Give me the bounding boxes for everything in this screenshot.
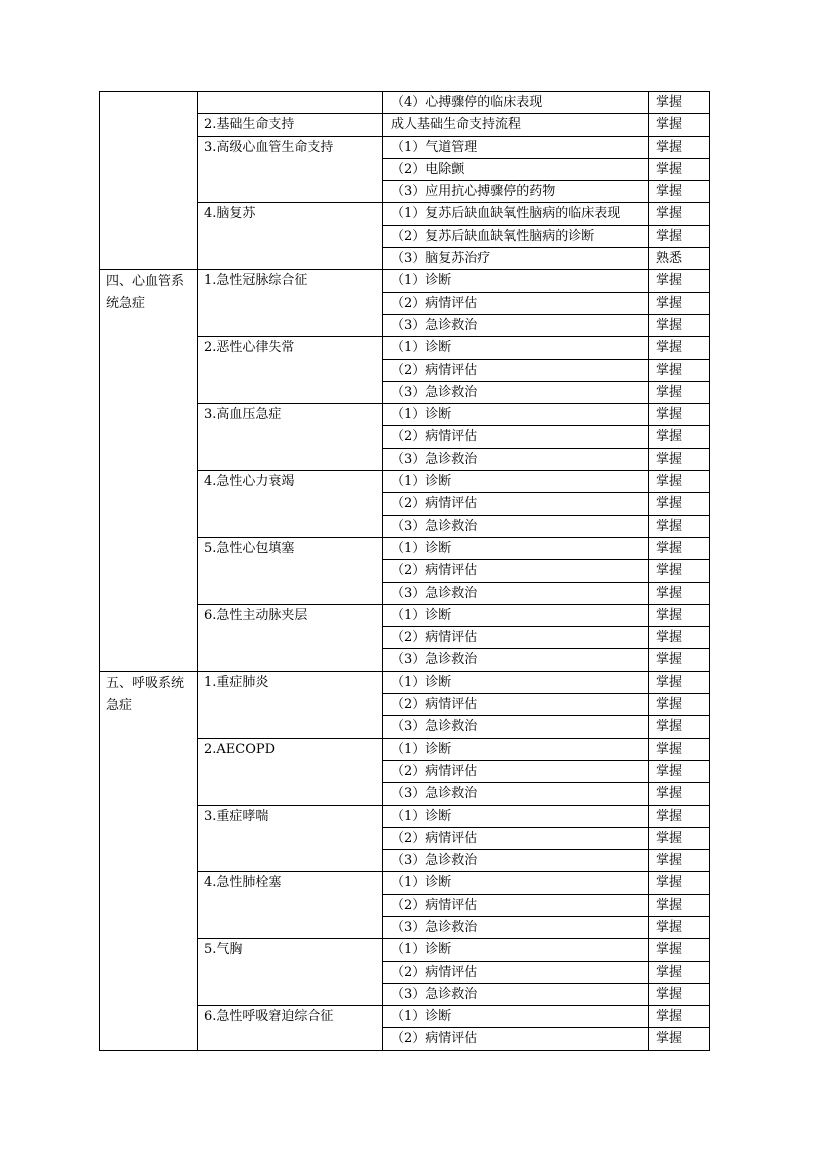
content-cell: （1）诊断 bbox=[383, 270, 649, 292]
level-cell: 掌握 bbox=[649, 181, 710, 203]
level-cell: 掌握 bbox=[649, 471, 710, 493]
level-cell: 掌握 bbox=[649, 604, 710, 626]
content-cell: （1）诊断 bbox=[383, 471, 649, 493]
section-cell bbox=[100, 92, 198, 270]
topic-cell: 1.重症肺炎 bbox=[198, 671, 383, 738]
content-cell: （3）急诊救治 bbox=[383, 716, 649, 738]
level-cell: 掌握 bbox=[649, 961, 710, 983]
content-cell: （1）诊断 bbox=[383, 671, 649, 693]
level-cell: 熟悉 bbox=[649, 248, 710, 270]
topic-cell: 6.急性主动脉夹层 bbox=[198, 604, 383, 671]
topic-cell: 2.AECOPD bbox=[198, 738, 383, 805]
content-cell: （2）病情评估 bbox=[383, 426, 649, 448]
content-cell: （2）病情评估 bbox=[383, 493, 649, 515]
level-cell: 掌握 bbox=[649, 894, 710, 916]
syllabus-table bbox=[99, 91, 710, 1051]
content-cell: （2）病情评估 bbox=[383, 827, 649, 849]
content-cell: （1）诊断 bbox=[383, 738, 649, 760]
level-cell: 掌握 bbox=[649, 515, 710, 537]
level-cell: 掌握 bbox=[649, 627, 710, 649]
level-cell: 掌握 bbox=[649, 158, 710, 180]
level-cell: 掌握 bbox=[649, 404, 710, 426]
level-cell: 掌握 bbox=[649, 1006, 710, 1028]
content-cell: （2）病情评估 bbox=[383, 359, 649, 381]
level-cell: 掌握 bbox=[649, 381, 710, 403]
content-cell: （3）急诊救治 bbox=[383, 448, 649, 470]
content-cell: （2）电除颤 bbox=[383, 158, 649, 180]
level-cell: 掌握 bbox=[649, 671, 710, 693]
level-cell: 掌握 bbox=[649, 225, 710, 247]
level-cell: 掌握 bbox=[649, 92, 710, 114]
level-cell: 掌握 bbox=[649, 448, 710, 470]
level-cell: 掌握 bbox=[649, 827, 710, 849]
level-cell: 掌握 bbox=[649, 270, 710, 292]
topic-cell: 2.恶性心律失常 bbox=[198, 337, 383, 404]
table-row bbox=[100, 671, 710, 693]
content-cell: （3）急诊救治 bbox=[383, 314, 649, 336]
content-cell: （3）急诊救治 bbox=[383, 783, 649, 805]
table-row bbox=[100, 270, 710, 292]
content-cell: （2）病情评估 bbox=[383, 760, 649, 782]
level-cell: 掌握 bbox=[649, 783, 710, 805]
content-cell: （1）诊断 bbox=[383, 604, 649, 626]
topic-cell: 5.急性心包填塞 bbox=[198, 537, 383, 604]
content-cell: （3）急诊救治 bbox=[383, 850, 649, 872]
topic-cell: 1.急性冠脉综合征 bbox=[198, 270, 383, 337]
content-cell: （1）诊断 bbox=[383, 404, 649, 426]
content-cell: （2）复苏后缺血缺氧性脑病的诊断 bbox=[383, 225, 649, 247]
content-cell: （2）病情评估 bbox=[383, 894, 649, 916]
content-cell: （2）病情评估 bbox=[383, 627, 649, 649]
level-cell: 掌握 bbox=[649, 716, 710, 738]
content-cell: （1）气道管理 bbox=[383, 136, 649, 158]
section-cell: 五、呼吸系统急症 bbox=[100, 671, 198, 1050]
level-cell: 掌握 bbox=[649, 916, 710, 938]
content-cell: （1）诊断 bbox=[383, 537, 649, 559]
content-cell: （3）急诊救治 bbox=[383, 515, 649, 537]
topic-cell: 5.气胸 bbox=[198, 939, 383, 1006]
content-cell: （1）诊断 bbox=[383, 1006, 649, 1028]
level-cell: 掌握 bbox=[649, 114, 710, 136]
content-cell: （1）诊断 bbox=[383, 337, 649, 359]
content-cell: （3）脑复苏治疗 bbox=[383, 248, 649, 270]
level-cell: 掌握 bbox=[649, 292, 710, 314]
level-cell: 掌握 bbox=[649, 314, 710, 336]
level-cell: 掌握 bbox=[649, 1028, 710, 1050]
level-cell: 掌握 bbox=[649, 649, 710, 671]
content-cell: 成人基础生命支持流程 bbox=[383, 114, 649, 136]
level-cell: 掌握 bbox=[649, 426, 710, 448]
topic-cell: 2.基础生命支持 bbox=[198, 114, 383, 136]
content-cell: （2）病情评估 bbox=[383, 292, 649, 314]
section-cell: 四、心血管系统急症 bbox=[100, 270, 198, 671]
content-cell: （3）急诊救治 bbox=[383, 649, 649, 671]
level-cell: 掌握 bbox=[649, 805, 710, 827]
level-cell: 掌握 bbox=[649, 337, 710, 359]
content-cell: （1）复苏后缺血缺氧性脑病的临床表现 bbox=[383, 203, 649, 225]
level-cell: 掌握 bbox=[649, 560, 710, 582]
level-cell: 掌握 bbox=[649, 359, 710, 381]
content-cell: （2）病情评估 bbox=[383, 694, 649, 716]
content-cell: （3）急诊救治 bbox=[383, 983, 649, 1005]
content-cell: （1）诊断 bbox=[383, 939, 649, 961]
content-cell: （2）病情评估 bbox=[383, 1028, 649, 1050]
level-cell: 掌握 bbox=[649, 537, 710, 559]
level-cell: 掌握 bbox=[649, 850, 710, 872]
level-cell: 掌握 bbox=[649, 738, 710, 760]
level-cell: 掌握 bbox=[649, 760, 710, 782]
syllabus-table-body bbox=[100, 92, 710, 1051]
level-cell: 掌握 bbox=[649, 694, 710, 716]
level-cell: 掌握 bbox=[649, 582, 710, 604]
content-cell: （3）急诊救治 bbox=[383, 582, 649, 604]
topic-cell bbox=[198, 92, 383, 114]
content-cell: （3）急诊救治 bbox=[383, 381, 649, 403]
topic-cell: 6.急性呼吸窘迫综合征 bbox=[198, 1006, 383, 1051]
level-cell: 掌握 bbox=[649, 493, 710, 515]
topic-cell: 3.高血压急症 bbox=[198, 404, 383, 471]
content-cell: （1）诊断 bbox=[383, 805, 649, 827]
content-cell: （1）诊断 bbox=[383, 872, 649, 894]
level-cell: 掌握 bbox=[649, 872, 710, 894]
topic-cell: 4.脑复苏 bbox=[198, 203, 383, 270]
content-cell: （2）病情评估 bbox=[383, 961, 649, 983]
level-cell: 掌握 bbox=[649, 136, 710, 158]
topic-cell: 4.急性肺栓塞 bbox=[198, 872, 383, 939]
content-cell: （4）心搏骤停的临床表现 bbox=[383, 92, 649, 114]
content-cell: （2）病情评估 bbox=[383, 560, 649, 582]
content-cell: （3）急诊救治 bbox=[383, 916, 649, 938]
level-cell: 掌握 bbox=[649, 939, 710, 961]
topic-cell: 3.高级心血管生命支持 bbox=[198, 136, 383, 203]
level-cell: 掌握 bbox=[649, 203, 710, 225]
content-cell: （3）应用抗心搏骤停的药物 bbox=[383, 181, 649, 203]
level-cell: 掌握 bbox=[649, 983, 710, 1005]
table-row bbox=[100, 92, 710, 114]
topic-cell: 3.重症哮喘 bbox=[198, 805, 383, 872]
topic-cell: 4.急性心力衰竭 bbox=[198, 471, 383, 538]
